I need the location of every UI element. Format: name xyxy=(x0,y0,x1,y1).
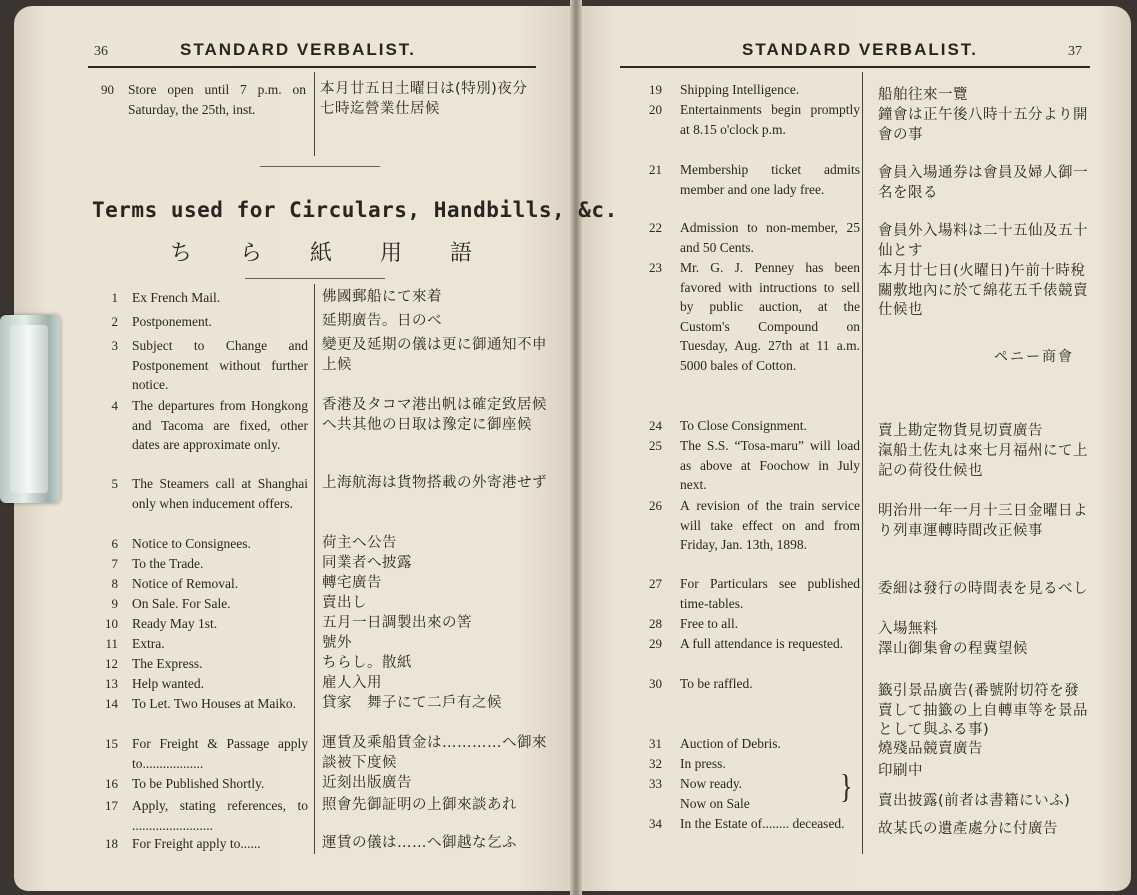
entry-japanese: 印刷中 xyxy=(878,763,923,779)
entry-japanese: 變更及延期の儀は更に御通知不申上候 xyxy=(322,337,547,373)
entry-japanese: 上海航海は貨物搭載の外寄港せず xyxy=(322,475,547,491)
entry-english: To Let. Two Houses at Maiko. xyxy=(132,696,296,711)
entry-number: 31 xyxy=(649,736,662,751)
entry-21 xyxy=(636,160,1091,201)
entry-number: 26 xyxy=(649,498,662,513)
entry-number: 34 xyxy=(649,816,662,831)
entry-japanese: 船舶往來一覽 xyxy=(878,87,968,103)
entry-number: 30 xyxy=(649,676,662,691)
entry-english: The S.S. “Tosa-maru” will load as above at Foochow in July next. xyxy=(680,438,860,493)
entry-34 xyxy=(636,814,1091,837)
left-page-number: 36 xyxy=(94,44,108,59)
entry-31 xyxy=(636,734,1091,757)
entry-english: To be Published Shortly. xyxy=(132,776,265,791)
section-separator xyxy=(260,166,380,167)
entry-english: Shipping Intelligence. xyxy=(680,82,800,97)
entry-english: Admission to non-member, 25 and 50 Cents. xyxy=(680,220,860,255)
entry-11 xyxy=(92,634,547,651)
page-clip-glass xyxy=(10,325,48,493)
entry-japanese: 照會先御証明の上御來談あれ xyxy=(322,797,517,813)
entry-english: Ready May 1st. xyxy=(132,616,218,631)
entry-english: Entertainments begin promptly at 8.15 o'clock p.m. xyxy=(680,102,860,137)
entry-number: 11 xyxy=(105,636,118,651)
entry-english: In press. xyxy=(680,756,726,771)
entry-english-second-line: Now on Sale xyxy=(680,796,750,811)
entry-number: 33 xyxy=(649,776,662,791)
title-underline xyxy=(245,278,385,279)
entry-14 xyxy=(92,694,547,711)
entry-number: 17 xyxy=(105,798,118,813)
entry-japanese: 香港及タコマ港出帆は確定致居候へ共其他の日取は豫定に御座候 xyxy=(322,397,547,433)
entry-number: 28 xyxy=(649,616,662,631)
page-clip xyxy=(0,315,60,503)
entry-english: Membership ticket admits member and one lady free. xyxy=(680,162,860,197)
entry-english: To be raffled. xyxy=(680,676,753,691)
entry-english: Store open until 7 p.m. on Saturday, the 25th, inst. xyxy=(128,82,306,117)
entry-english: For Freight apply to...... xyxy=(132,836,261,851)
entry-english: On Sale. For Sale. xyxy=(132,596,231,611)
entry-13 xyxy=(92,674,547,691)
entry-2 xyxy=(92,312,547,329)
section-title-english: Terms used for Circulars, Handbills, &c. xyxy=(92,198,618,222)
entry-28 xyxy=(636,614,1091,637)
entry-japanese: 滊船土佐丸は來七月福州にて上記の荷役仕候也 xyxy=(878,443,1088,479)
entry-japanese: 佛國郵船にて來着 xyxy=(322,289,442,305)
entry-number: 90 xyxy=(101,82,114,97)
entry-english: Postponement. xyxy=(132,314,212,329)
entry-english: Apply, stating references, to ........................ xyxy=(132,798,308,833)
entry-1 xyxy=(92,288,547,305)
right-header-rule xyxy=(620,66,1090,68)
entry-japanese: 延期廣告。日のべ xyxy=(322,313,442,329)
top-entry-column-rule xyxy=(314,72,315,156)
entry-japanese: 轉宅廣告 xyxy=(322,575,382,591)
entry-number: 10 xyxy=(105,616,118,631)
entry-english: The Steamers call at Shanghai only when inducement offers. xyxy=(132,476,308,511)
entry-japanese: 會員外入場料は二十五仙及五十仙とす xyxy=(878,223,1088,259)
entry-english: Free to all. xyxy=(680,616,739,631)
entry-japanese: 會員入場通券は會員及婦人御一名を限る xyxy=(878,165,1088,201)
entry-japanese: 號外 xyxy=(322,635,352,651)
entry-number: 15 xyxy=(105,736,118,751)
entry-number: 25 xyxy=(649,438,662,453)
entry-number: 12 xyxy=(105,656,118,671)
entry-japanese: 故某氏の遺產處分に付廣告 xyxy=(878,821,1058,837)
entry-japanese: 運賃の儀は……へ御越な乞ふ xyxy=(322,835,517,851)
entry-33-brace: } xyxy=(840,767,853,806)
entry-4 xyxy=(92,396,547,453)
entry-27 xyxy=(636,574,1091,611)
entry-english: Auction of Debris. xyxy=(680,736,781,751)
entry-number: 18 xyxy=(105,836,118,851)
entry-japanese: 雇人入用 xyxy=(322,675,382,691)
entry-english: Subject to Change and Postponement without further notice. xyxy=(132,338,308,393)
left-column-rule xyxy=(314,284,315,854)
entry-japanese: 澤山御集會の程冀望候 xyxy=(878,641,1028,657)
entry-japanese: 貸家 舞子にて二戶有之候 xyxy=(322,695,502,711)
entry-9 xyxy=(92,594,547,611)
entry-japanese: 賣出披露(前者は書籍にいふ) xyxy=(878,793,1071,809)
entry-japanese: 賣出し xyxy=(322,595,367,611)
entry-japanese: 明治卅一年一月十三日金曜日より列車運轉時間改正候事 xyxy=(878,503,1088,539)
entry-japanese: 鐘會は正午後八時十五分より開會の事 xyxy=(878,107,1088,143)
entry-number: 6 xyxy=(111,536,118,551)
entry-japanese: 賣上勘定物貨見切賣廣告 xyxy=(878,423,1043,439)
entry-japanese: ちらし。散紙 xyxy=(322,655,412,671)
entry-20 xyxy=(636,100,1091,143)
entry-26 xyxy=(636,496,1091,553)
entry-32 xyxy=(636,754,1091,779)
entry-english: A revision of the train service will take effect on and from Friday, Jan. 13th, 1898. xyxy=(680,498,860,553)
entry-english: A full attendance is requested. xyxy=(680,636,844,651)
entry-japanese: 本月廿五日土曜日は(特別)夜分七時迄營業仕居候 xyxy=(320,81,528,117)
left-running-head: STANDARD VERBALIST. xyxy=(180,40,417,59)
entry-number: 21 xyxy=(649,162,662,177)
entry-number: 32 xyxy=(649,756,662,771)
merchant-signature: ペニー商會 xyxy=(994,349,1074,365)
entry-number: 9 xyxy=(111,596,118,611)
entry-12 xyxy=(92,654,547,671)
entry-japanese: 運賃及乘船賃金は…………へ御來談被下度候 xyxy=(322,735,547,771)
entry-30 xyxy=(636,674,1091,739)
entry-english: In the Estate of........ deceased. xyxy=(680,816,845,831)
entry-number: 2 xyxy=(111,314,118,329)
section-title-japanese: ちら紙用語 xyxy=(170,241,521,266)
left-header-rule xyxy=(88,66,536,68)
right-column-rule xyxy=(862,72,863,854)
entry-english: Notice to Consignees. xyxy=(132,536,251,551)
entry-number: 4 xyxy=(111,398,118,413)
entry-number: 13 xyxy=(105,676,118,691)
entry-number: 27 xyxy=(649,576,662,591)
book-gutter xyxy=(570,0,582,895)
entry-japanese: 同業者へ披露 xyxy=(322,555,412,571)
entry-english: Extra. xyxy=(132,636,165,651)
entry-number: 14 xyxy=(105,696,118,711)
entry-english: The Express. xyxy=(132,656,203,671)
entry-english: Help wanted. xyxy=(132,676,204,691)
entry-english: For Particulars see published time-tables. xyxy=(680,576,860,611)
entry-8 xyxy=(92,574,547,591)
entry-japanese: 五月一日調製出來の筈 xyxy=(322,615,472,631)
entry-english: Now ready. xyxy=(680,776,743,791)
entry-3 xyxy=(92,336,547,393)
entry-22 xyxy=(636,218,1091,259)
entry-japanese: 荷主へ公告 xyxy=(322,535,397,551)
entry-16 xyxy=(92,774,547,791)
entry-number: 1 xyxy=(111,290,118,305)
entry-33 xyxy=(636,774,1091,811)
right-page-number: 37 xyxy=(1068,44,1082,59)
entry-english: Notice of Removal. xyxy=(132,576,239,591)
entry-24 xyxy=(636,416,1091,439)
entry-english: Ex French Mail. xyxy=(132,290,221,305)
entry-6 xyxy=(92,534,547,551)
entry-japanese: 本月廿七日(火曜日)午前十時稅關敷地內に於て綿花五千俵競賣仕候也 xyxy=(878,263,1088,319)
entry-7 xyxy=(92,554,547,571)
entry-number: 20 xyxy=(649,102,662,117)
entry-japanese: 委細は發行の時間表を見るべし xyxy=(878,581,1088,597)
entry-number: 7 xyxy=(111,556,118,571)
entry-number: 19 xyxy=(649,82,662,97)
entry-number: 5 xyxy=(111,476,118,491)
entry-japanese: 近刻出版廣告 xyxy=(322,775,412,791)
entry-18 xyxy=(92,834,547,851)
entry-japanese: 入場無料 xyxy=(878,621,938,637)
entry-19 xyxy=(636,80,1091,103)
entry-number: 3 xyxy=(111,338,118,353)
entry-english: For Freight & Passage apply to.................. xyxy=(132,736,308,771)
entry-number: 16 xyxy=(105,776,118,791)
entry-17 xyxy=(92,796,547,833)
entry-5 xyxy=(92,474,547,511)
entry-english: Mr. G. J. Penney has been favored with intructions to sell by public auction, at the Custom's Compound on Tuesday, Aug. 27th at 11 a.m. 5000 bales of Cotton. xyxy=(680,260,860,373)
entry-number: 23 xyxy=(649,260,662,275)
entry-number: 29 xyxy=(649,636,662,651)
entry-english: The departures from Hongkong and Tacoma are fixed, other dates are approximate only. xyxy=(132,398,308,453)
entry-japanese: 籤引景品廣告(番號附切符を發賣して抽籤の上自轉車等を景品として與ふる事) xyxy=(878,683,1088,739)
entry-japanese: 燒殘品競賣廣告 xyxy=(878,741,983,757)
entry-15 xyxy=(92,734,547,771)
entry-number: 22 xyxy=(649,220,662,235)
entry-29 xyxy=(636,634,1091,657)
right-running-head: STANDARD VERBALIST. xyxy=(742,40,979,59)
entry-10 xyxy=(92,614,547,631)
entry-number: 24 xyxy=(649,418,662,433)
entry-english: To the Trade. xyxy=(132,556,204,571)
entry-25 xyxy=(636,436,1091,493)
entry-english: To Close Consignment. xyxy=(680,418,807,433)
entry-number: 8 xyxy=(111,576,118,591)
